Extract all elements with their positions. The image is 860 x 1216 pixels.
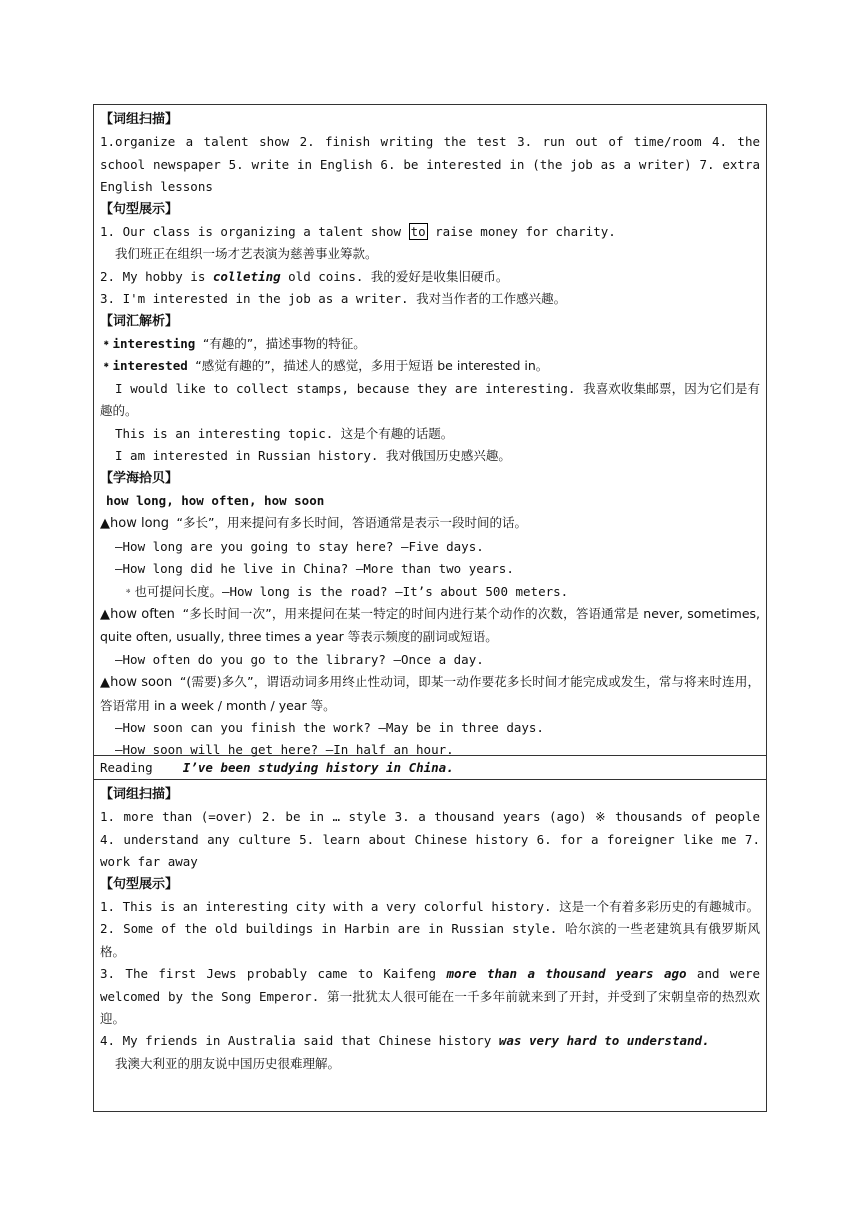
reading-sentence-1: 1. This is an interesting city with a very colorful history. 这是一个有着多彩历史的有趣城市。: [100, 899, 760, 915]
reading-sentence-2: 2. Some of the old buildings in Harbin are in Russian style. 哈尔滨的一些老建筑具有俄罗斯风格。: [100, 921, 760, 959]
vocab-example-2: This is an interesting topic. 这是个有趣的话题。: [115, 425, 454, 441]
heading-sentences: 【句型展示】: [100, 201, 179, 217]
vocab-interested: ﹡interested “感觉有趣的”，描述人的感觉，多用于短语 be interested in。: [100, 358, 549, 374]
phrase-list-2: 1. more than (=over) 2. be in … style 3. a thousand years (ago) ※ thousands of people 4. understand any culture 5. learn about Chinese history 6. for a foreigner like me 7. work far away: [100, 809, 760, 870]
how-long-example-2: —How long did he live in China? —More than two years.: [115, 561, 514, 577]
sentence-3: 3. I'm interested in the job as a writer. 我对当作者的工作感兴趣。: [100, 291, 567, 307]
boxed-word: to: [410, 224, 426, 240]
how-long-example-1: —How long are you going to stay here? —Five days.: [115, 538, 484, 554]
section-vocabulary-notes: [94, 105, 766, 756]
reading-sentence-4-translation: 我澳大利亚的朋友说中国历史很难理解。: [115, 1055, 341, 1071]
reading-title-row: [94, 756, 766, 780]
heading-learn: 【学海拾贝】: [100, 470, 179, 486]
lesson-table: [93, 104, 767, 1112]
how-often-rule: ▲how often “多长时间一次”，用来提问在某一特定的时间内进行某个动作的次数，答语通常是 never, sometimes, quite often, usually, three times a year 等表示频度的副词或短语。: [100, 605, 761, 645]
emphasis-phrase: more than a thousand years ago: [446, 966, 687, 982]
emphasis-word: colleting: [212, 268, 281, 284]
vocab-interesting: ﹡interesting “有趣的”，描述事物的特征。: [100, 336, 366, 352]
sentence-1: 1. Our class is organizing a talent show to raise money for charity.: [100, 224, 616, 240]
vocab-example-3: I am interested in Russian history. 我对俄国历史感兴趣。: [115, 448, 511, 464]
reading-label: Reading: [100, 760, 153, 775]
how-often-example-1: —How often do you go to the library? —Once a day.: [115, 651, 484, 667]
emphasis-phrase-2: was very hard to understand.: [498, 1033, 710, 1049]
heading-sentences-2: 【句型展示】: [100, 876, 179, 892]
section-reading-notes: [94, 780, 766, 1111]
how-long-rule: ▲how long “多长”，用来提问有多长时间，答语通常是表示一段时间的话。: [100, 515, 527, 532]
reading-sentence-3: 3. The first Jews probably came to Kaifeng more than a thousand years ago and were welcomed by the Song Emperor. 第一批犹太人很可能在一千多年前就来到了开封，并受到了宋朝皇帝的热烈欢迎。: [100, 966, 760, 1027]
phrase-list: 1.organize a talent show 2. finish writing the test 3. run out of time/room 4. the school newspaper 5. write in English 6. be interested in (the job as a writer) 7. extra English lessons: [100, 134, 760, 195]
how-soon-example-1: —How soon can you finish the work? —May be in three days.: [115, 719, 544, 735]
heading-phrases: 【词组扫描】: [100, 112, 179, 127]
learn-title: how long, how often, how soon: [106, 492, 325, 508]
reading-sentence-4: 4. My friends in Australia said that Chinese history was very hard to understand.: [100, 1033, 710, 1049]
sentence-1-translation: 我们班正在组织一场才艺表演为慈善事业筹款。: [115, 246, 378, 262]
how-soon-rule: ▲how soon “(需要)多久”，谓语动词多用终止性动词，即某一动作要花多长时间才能完成或发生，常与将来时连用，答语常用 in a week / month / year 等。: [100, 674, 760, 713]
how-long-example-3: ﹡也可提问长度。—How long is the road? —It’s about 500 meters.: [122, 583, 569, 599]
heading-phrases-2: 【词组扫描】: [100, 787, 179, 802]
reading-title: I’ve been studying history in China.: [182, 760, 454, 775]
vocab-example-1: I would like to collect stamps, because they are interesting. 我喜欢收集邮票，因为它们是有趣的。: [100, 380, 760, 419]
sentence-2: 2. My hobby is colleting old coins. 我的爱好是收集旧硬币。: [100, 268, 509, 284]
heading-vocab: 【词汇解析】: [100, 313, 179, 329]
how-soon-example-2: —How soon will he get here? —In half an hour.: [115, 742, 454, 758]
